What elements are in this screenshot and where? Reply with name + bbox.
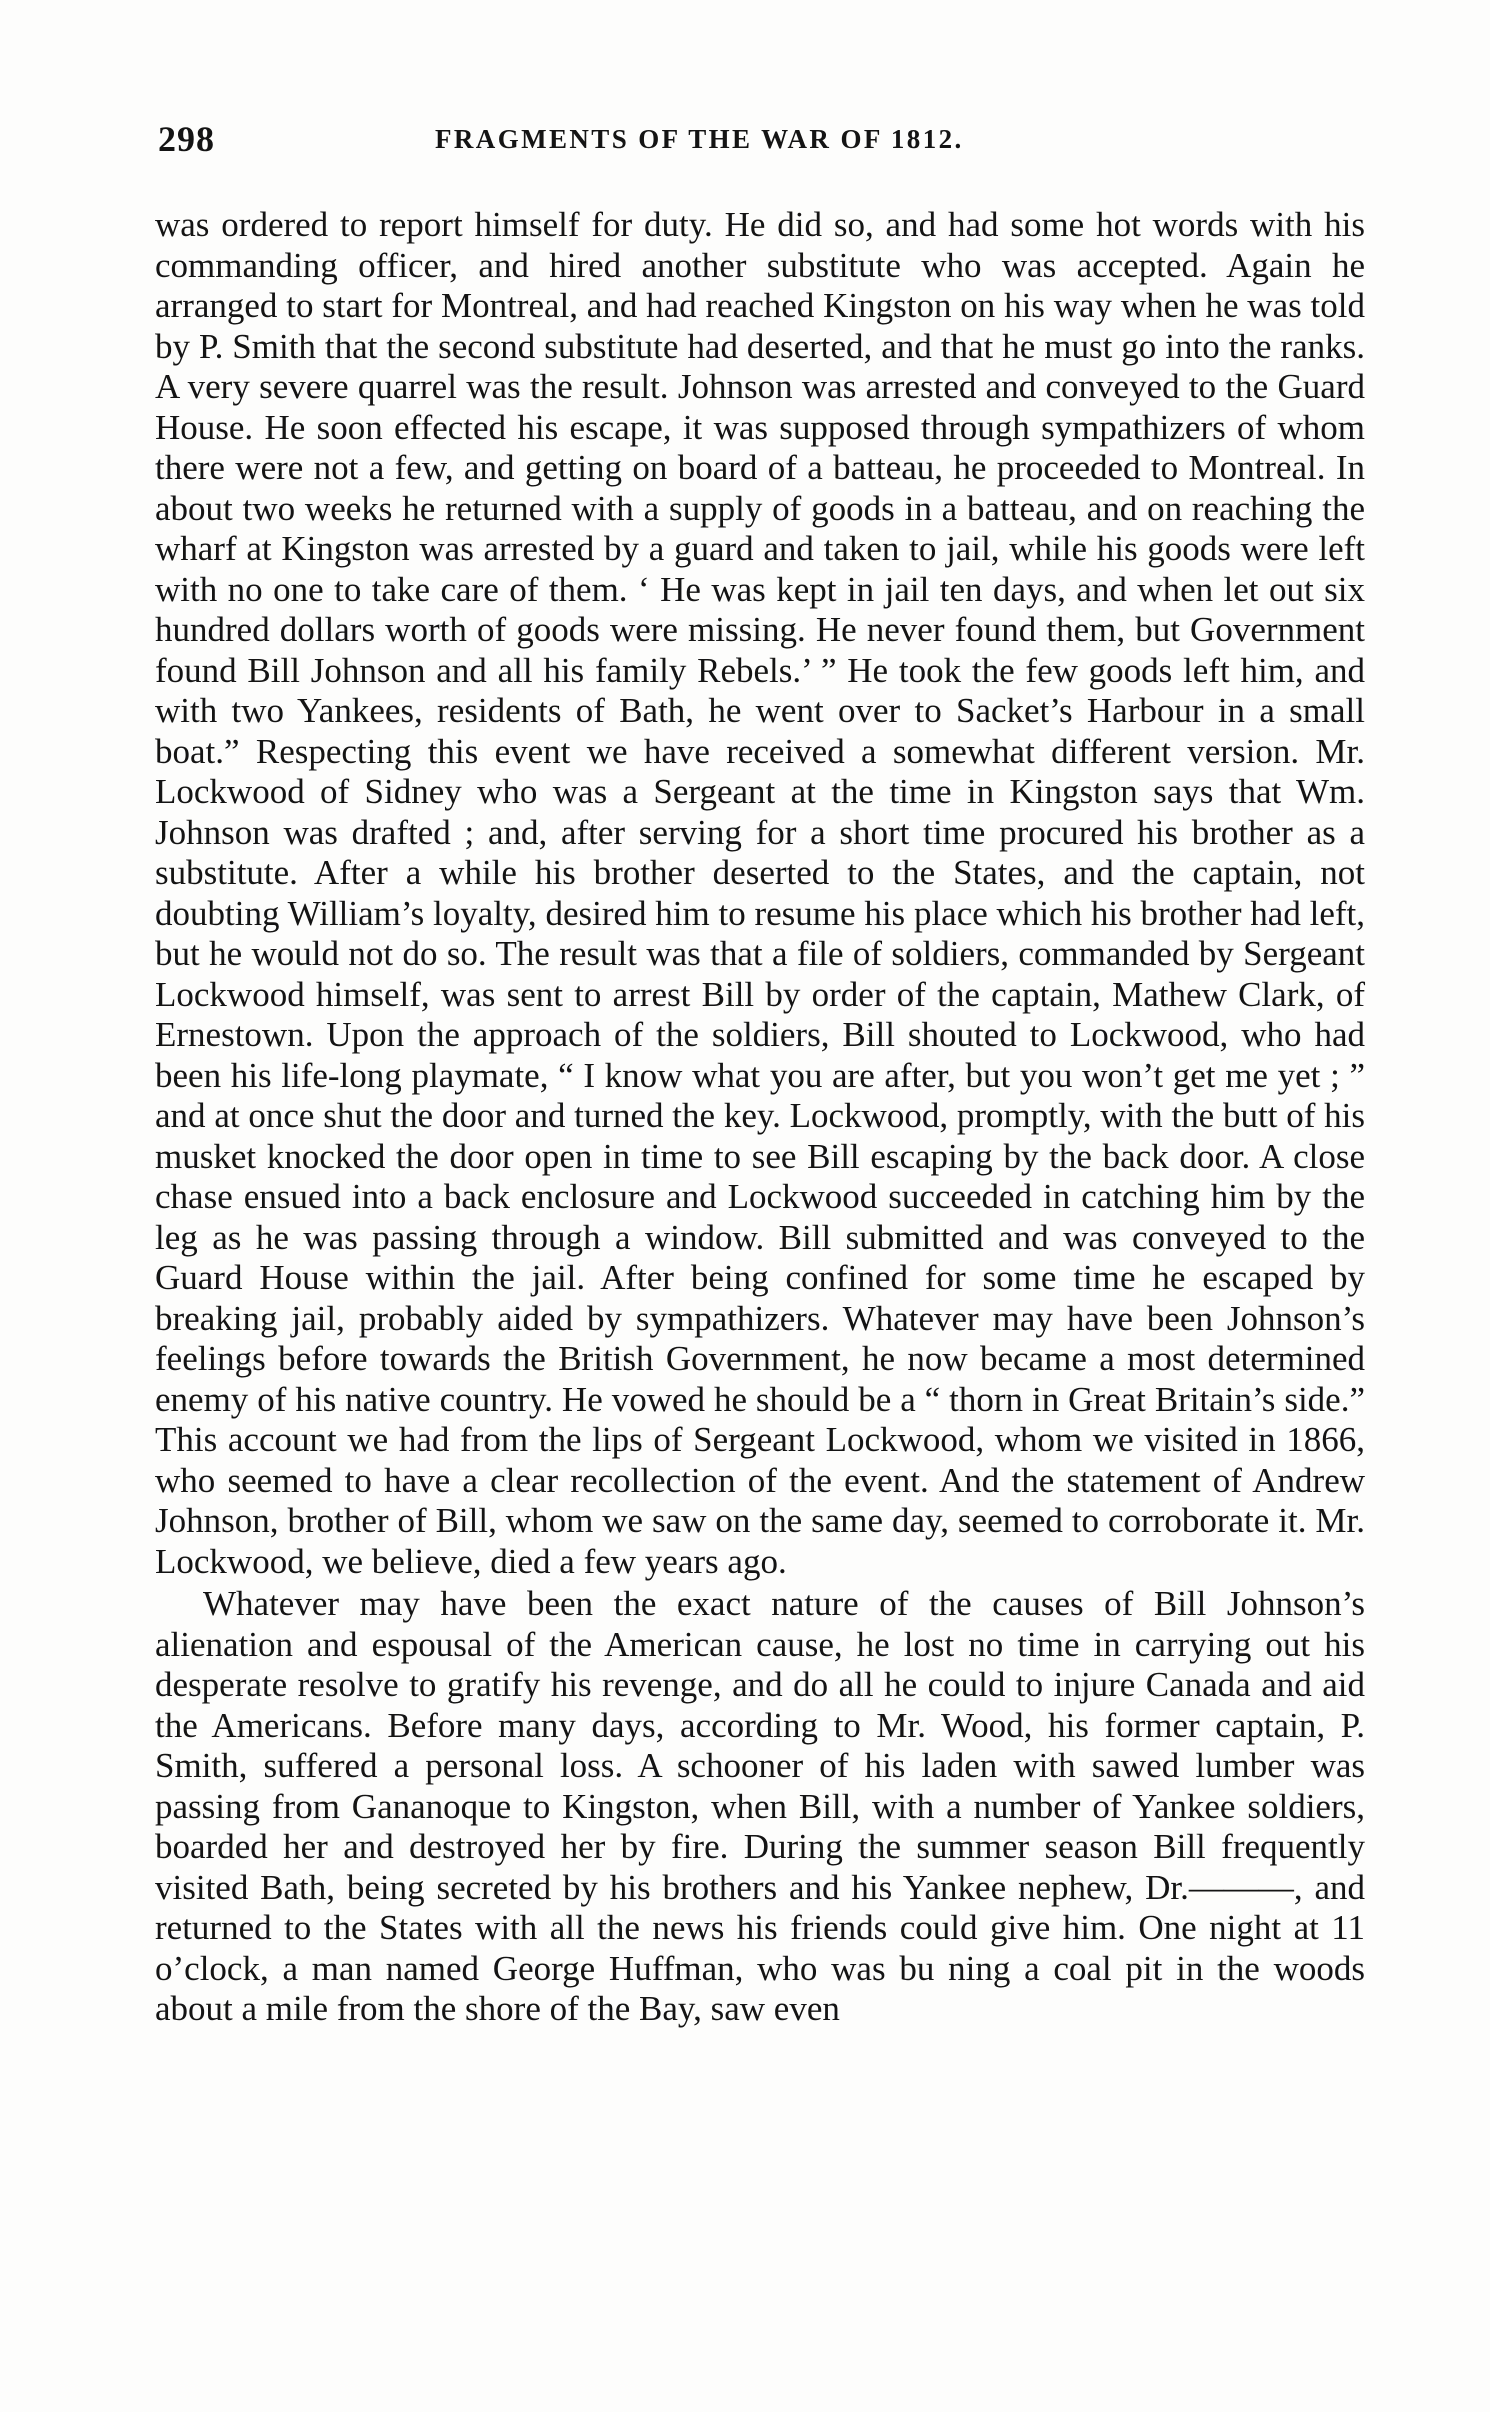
- running-title: FRAGMENTS OF THE WAR OF 1812.: [435, 124, 964, 154]
- paragraph-2: Whatever may have been the exact nature of the causes of Bill Johnson’s alienation and espousal of the American cause, he lost no time in carrying out his desperate resolve to gratify his revenge, and do all he could to injure Canada and aid the Americans. Before many days, according to Mr. Wood, his former captain, P. Smith, suffered a personal loss. A schooner of his laden with sawed lumber was passing from Gananoque to Kingston, when Bill, with a number of Yankee soldiers, boarded her and destroyed her by fire. During the summer season Bill frequently visited Bath, being secreted by his brothers and his Yankee nephew, Dr.———, and returned to the States with all the news his friends could give him. One night at 11 o’clock, a man named George Huffman, who was bu ning a coal pit in the woods about a mile from the shore of the Bay, saw even: [155, 1584, 1365, 2028]
- page-number: 298: [158, 119, 215, 159]
- body-text: [155, 205, 1365, 2030]
- paragraph-1: was ordered to report himself for duty. He did so, and had some hot words with his commanding officer, and hired another substitute who was accepted. Again he arranged to start for Montreal, and had reached Kingston on his way when he was told by P. Smith that the second substitute had deserted, and that he must go into the ranks. A very severe quarrel was the result. Johnson was arrested and conveyed to the Guard House. He soon effected his escape, it was supposed through sympathizers of whom there were not a few, and getting on board of a batteau, he proceeded to Montreal. In about two weeks he returned with a supply of goods in a batteau, and on reaching the wharf at Kingston was arrested by a guard and taken to jail, while his goods were left with no one to take care of them. ‘ He was kept in jail ten days, and when let out six hundred dollars worth of goods were missing. He never found them, but Government found Bill Johnson and all his family Rebels.’ ” He took the few goods left him, and with two Yankees, residents of Bath, he went over to Sacket’s Harbour in a small boat.” Respecting this event we have received a somewhat different version. Mr. Lockwood of Sidney who was a Sergeant at the time in Kingston says that Wm. Johnson was drafted ; and, after serving for a short time procured his brother as a substitute. After a while his brother deserted to the States, and the captain, not doubting William’s loyalty, desired him to resume his place which his brother had left, but he would not do so. The result was that a file of soldiers, commanded by Sergeant Lockwood himself, was sent to arrest Bill by order of the captain, Mathew Clark, of Ernestown. Upon the approach of the soldiers, Bill shouted to Lockwood, who had been his life-long playmate, “ I know what you are after, but you won’t get me yet ; ” and at once shut the door and turned the key. Lockwood, promptly, with the butt of his musket knocked the door open in time to see Bill escaping by the back door. A close chase ensued into a back enclosure and Lockwood succeeded in catching him by the leg as he was passing through a window. Bill submitted and was conveyed to the Guard House within the jail. After being confined for some time he escaped by breaking jail, probably aided by sympathizers. Whatever may have been Johnson’s feelings before towards the British Government, he now became a most determined enemy of his native country. He vowed he should be a “ thorn in Great Britain’s side.” This account we had from the lips of Sergeant Lockwood, whom we visited in 1866, who seemed to have a clear recollection of the event. And the statement of Andrew Johnson, brother of Bill, whom we saw on the same day, seemed to corroborate it. Mr. Lockwood, we believe, died a few years ago.: [155, 205, 1365, 1581]
- page-header: [150, 118, 1375, 178]
